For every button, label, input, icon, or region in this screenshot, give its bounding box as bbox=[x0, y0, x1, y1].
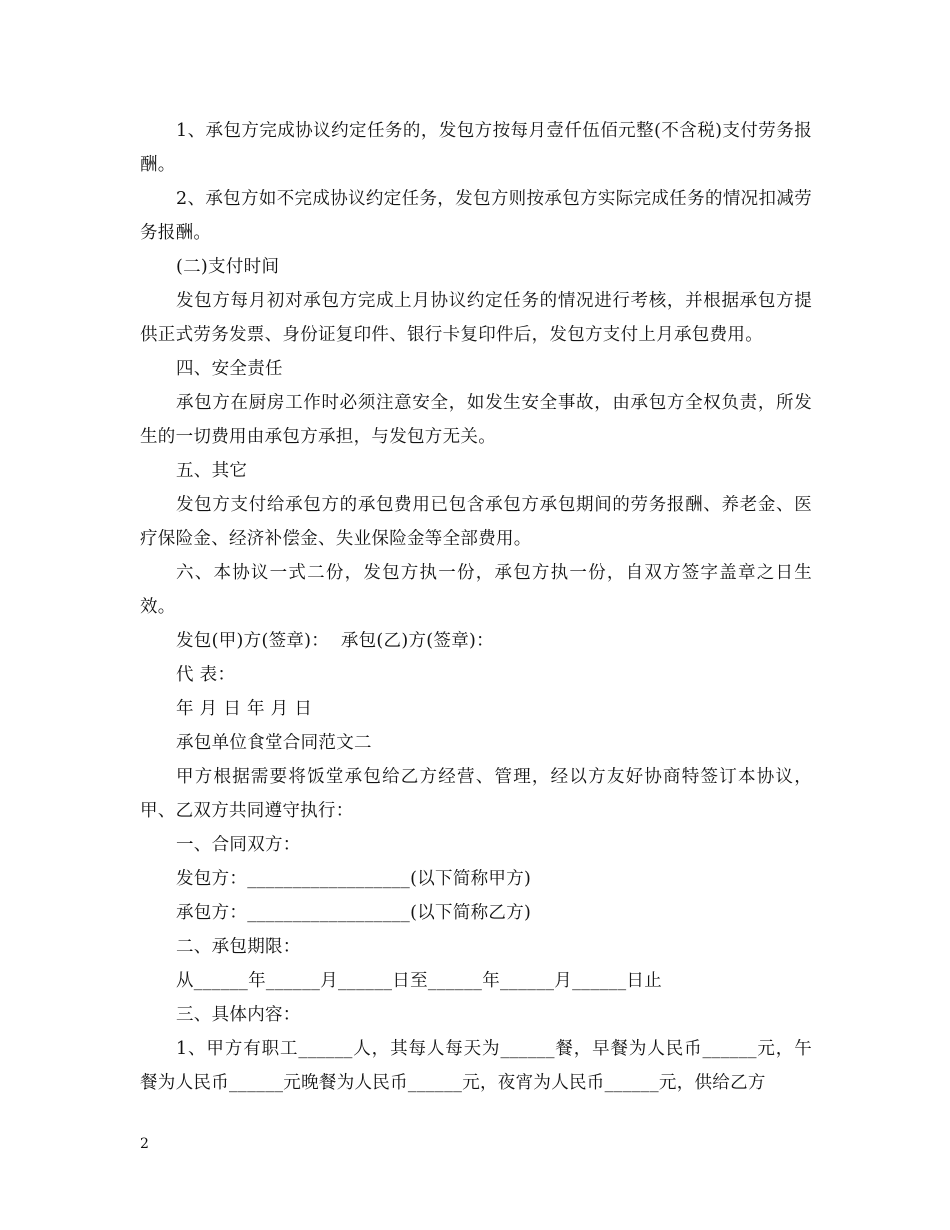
heading-other: 五、其它 bbox=[176, 461, 248, 481]
date-line: 年 月 日 年 月 日 bbox=[176, 699, 313, 719]
page-number: 2 bbox=[140, 1136, 149, 1152]
contract-2-title: 承包单位食堂合同范文二 bbox=[176, 733, 372, 753]
paragraph-safety: 承包方在厨房工作时必须注意安全，如发生安全事故，由承包方全权负责，所发生的一切费用由承包方承担，与发包方无关。 bbox=[140, 393, 812, 447]
paragraph-pay-1: 1、承包方完成协议约定任务的，发包方按每月壹仟伍佰元整(不含税)支付劳务报酬。 bbox=[140, 121, 812, 175]
paragraph-content-1: 1、甲方有职工______人，其每人每天为______餐，早餐为人民币______元，午餐为人民币______元晚餐为人民币______元，夜宵为人民币______元，供给乙方 bbox=[140, 1039, 812, 1093]
heading-term: 二、承包期限： bbox=[176, 937, 301, 957]
paragraph-pay-2: 2、承包方如不完成协议约定任务，发包方则按承包方实际完成任务的情况扣减劳务报酬。 bbox=[140, 189, 812, 243]
signature-line: 发包(甲)方(签章)： 承包(乙)方(签章)： bbox=[176, 631, 494, 651]
paragraph-copies: 六、本协议一式二份，发包方执一份，承包方执一份，自双方签字盖章之日生效。 bbox=[140, 563, 812, 617]
term-line: 从______年______月______日至______年______月______日止 bbox=[176, 971, 662, 991]
heading-parties: 一、合同双方： bbox=[176, 835, 301, 855]
representative-line: 代 表： bbox=[176, 665, 236, 685]
party-a-line: 发包方：__________________(以下简称甲方) bbox=[176, 869, 532, 889]
paragraph-other: 发包方支付给承包方的承包费用已包含承包方承包期间的劳务报酬、养老金、医疗保险金、经济补偿金、失业保险金等全部费用。 bbox=[140, 495, 812, 549]
document-body bbox=[140, 114, 812, 1100]
paragraph-contract-2-intro: 甲方根据需要将饭堂承包给乙方经营、管理，经以方友好协商特签订本协议，甲、乙双方共同遵守执行： bbox=[140, 767, 812, 821]
heading-safety: 四、安全责任 bbox=[176, 359, 283, 379]
heading-content: 三、具体内容： bbox=[176, 1005, 301, 1025]
paragraph-payment-time: 发包方每月初对承包方完成上月协议约定任务的情况进行考核，并根据承包方提供正式劳务发票、身份证复印件、银行卡复印件后，发包方支付上月承包费用。 bbox=[140, 291, 812, 345]
party-b-line: 承包方：__________________(以下简称乙方) bbox=[176, 903, 532, 923]
heading-payment-time: (二)支付时间 bbox=[176, 257, 280, 277]
